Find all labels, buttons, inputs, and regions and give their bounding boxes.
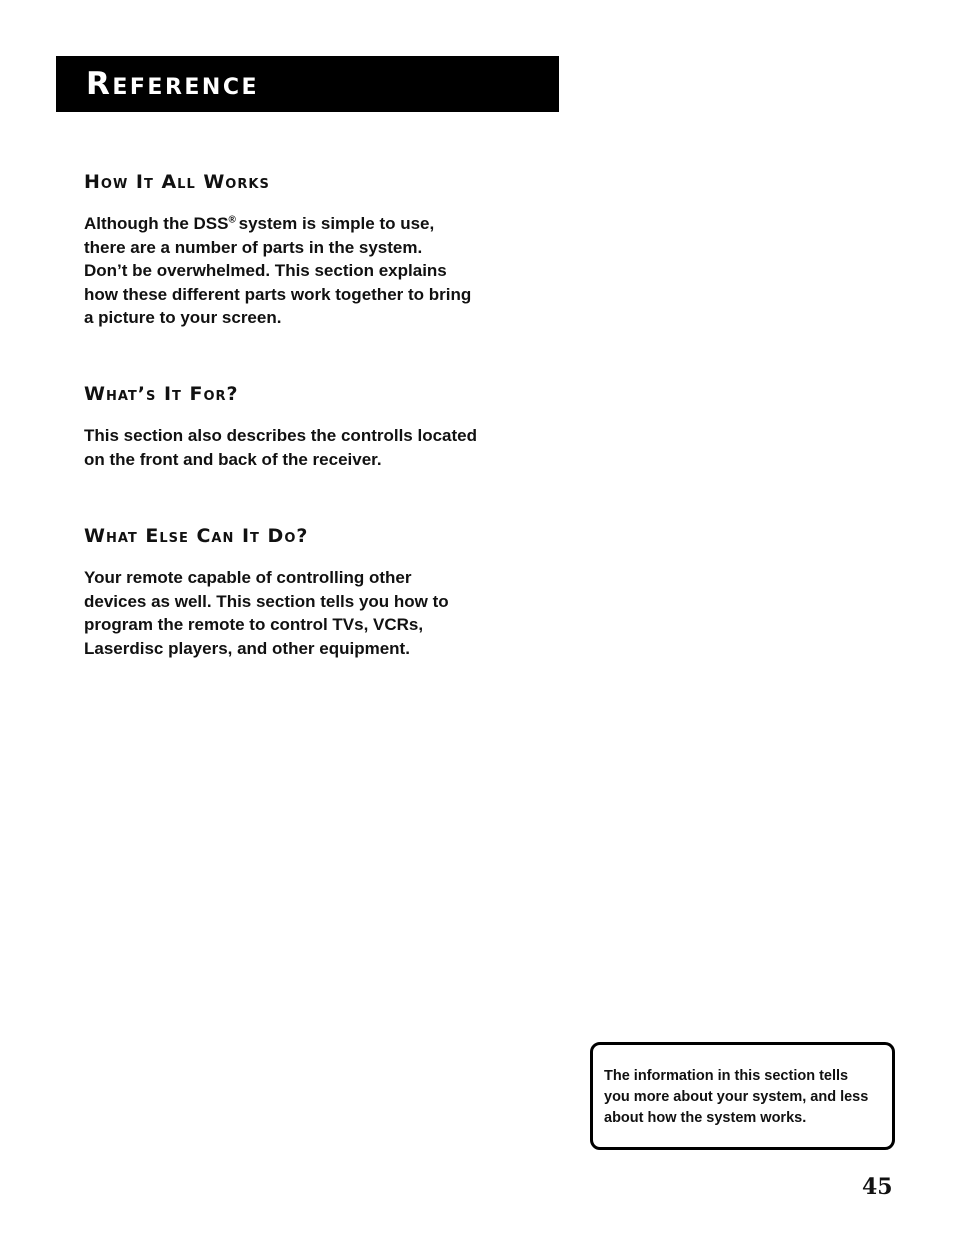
body-line: Don’t be overwhelmed. This section explains bbox=[84, 261, 447, 280]
body-line: there are a number of parts in the system. bbox=[84, 237, 423, 257]
section-heading: What’s It For? bbox=[84, 383, 239, 405]
body-line: This section also describes the controlls located bbox=[84, 426, 478, 445]
body-line: Your remote capable of controlling other bbox=[84, 568, 412, 587]
section-body bbox=[84, 212, 524, 330]
note-line: The information in this section tells bbox=[604, 1068, 849, 1084]
body-line: Laserdisc players, and other equipment. bbox=[84, 638, 410, 658]
body-line: a picture to your screen. bbox=[84, 308, 282, 327]
section-heading: What Else Can It Do? bbox=[84, 525, 309, 547]
registered-mark: ® bbox=[228, 214, 239, 226]
page-number: 45 bbox=[862, 1174, 893, 1200]
info-note-box bbox=[590, 1042, 895, 1150]
section-body bbox=[84, 566, 524, 660]
body-line: Although the DSS® system is simple to use, bbox=[84, 214, 435, 233]
body-line: on the front and back of the receiver. bbox=[84, 449, 382, 469]
note-line: about how the system works. bbox=[604, 1110, 807, 1126]
body-line: program the remote to control TVs, VCRs, bbox=[84, 615, 424, 634]
body-line: devices as well. This section tells you how to bbox=[84, 591, 449, 611]
note-line: you more about your system, and less bbox=[604, 1089, 869, 1105]
section-heading: How It All Works bbox=[84, 171, 270, 193]
section-header-bar bbox=[56, 56, 559, 112]
section-what-else-can-it-do bbox=[84, 524, 524, 660]
body-line: how these different parts work together to bring bbox=[84, 284, 472, 304]
section-how-it-all-works bbox=[84, 170, 524, 330]
section-body bbox=[84, 424, 524, 471]
section-whats-it-for bbox=[84, 382, 524, 471]
section-title: Reference bbox=[86, 66, 260, 102]
info-note-text bbox=[604, 1066, 894, 1129]
